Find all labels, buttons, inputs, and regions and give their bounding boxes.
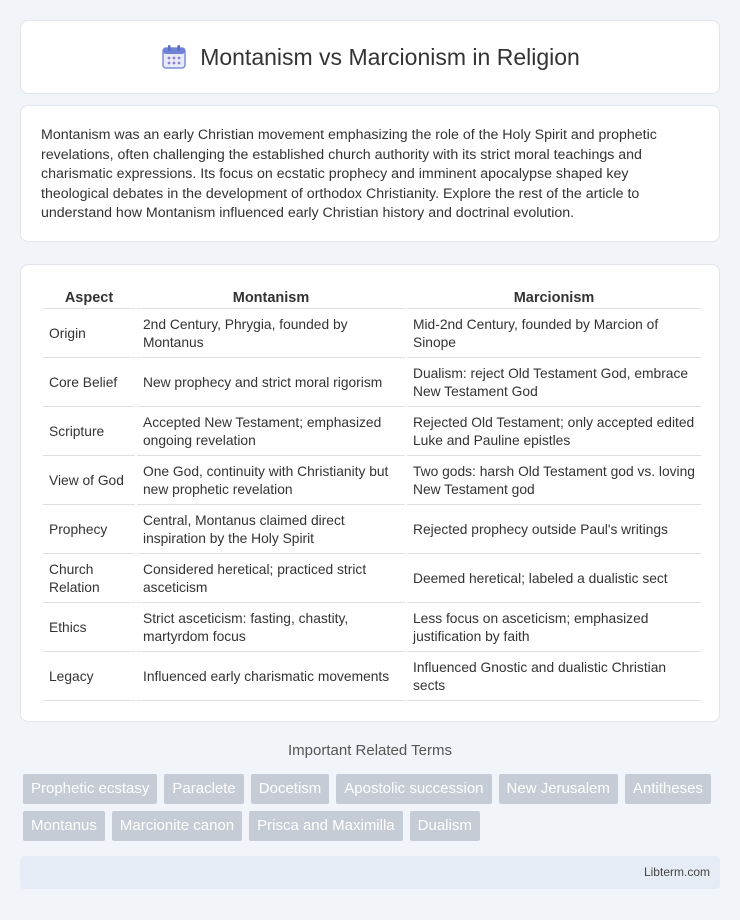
row-montanism: One God, continuity with Christianity but new prophetic revelation: [137, 458, 405, 505]
tag-antitheses[interactable]: Antitheses: [625, 774, 711, 804]
table-row: [43, 556, 701, 603]
tag-apostolic-succession[interactable]: Apostolic succession: [336, 774, 491, 804]
table-row: [43, 507, 701, 554]
footer-site-link[interactable]: Libterm.com: [643, 865, 710, 879]
row-aspect: View of God: [43, 458, 135, 505]
row-montanism: 2nd Century, Phrygia, founded by Montanus: [137, 311, 405, 358]
table-row: [43, 458, 701, 505]
header-marcionism: Marcionism: [407, 287, 701, 309]
row-montanism: Central, Montanus claimed direct inspiration by the Holy Spirit: [137, 507, 405, 554]
header-montanism: Montanism: [137, 287, 405, 309]
row-marcionism: Rejected prophecy outside Paul's writings: [407, 507, 701, 554]
table-header-row: [43, 287, 701, 309]
row-aspect: Prophecy: [43, 507, 135, 554]
row-montanism: Influenced early charismatic movements: [137, 654, 405, 701]
header-aspect: Aspect: [43, 287, 135, 309]
row-montanism: Considered heretical; practiced strict asceticism: [137, 556, 405, 603]
tag-prophetic-ecstasy[interactable]: Prophetic ecstasy: [23, 774, 157, 804]
table-row: [43, 409, 701, 456]
row-marcionism: Influenced Gnostic and dualistic Christian sects: [407, 654, 701, 701]
table-row: [43, 654, 701, 701]
row-montanism: New prophecy and strict moral rigorism: [137, 360, 405, 407]
comparison-table: [41, 285, 703, 703]
page-header: [20, 20, 720, 94]
table-row: [43, 605, 701, 652]
row-marcionism: Dualism: reject Old Testament God, embrace New Testament God: [407, 360, 701, 407]
intro-section: [20, 105, 720, 242]
intro-text: Montanism was an early Christian movement emphasizing the role of the Holy Spirit and prophetic revelations, often challenging the established church authority with its strict moral teachings and charismatic expressions. Its focus on ecstatic prophecy and imminent apocalypse shaped key theological debates in the development of orthodox Christianity. Explore the rest of the article to understand how Montanism influenced early Christian history and doctrinal evolution.: [41, 127, 657, 221]
calendar-icon: [160, 43, 188, 71]
table-row: [43, 360, 701, 407]
row-aspect: Ethics: [43, 605, 135, 652]
row-aspect: Scripture: [43, 409, 135, 456]
tag-new-jerusalem[interactable]: New Jerusalem: [499, 774, 618, 804]
row-aspect: Church Relation: [43, 556, 135, 603]
related-terms-title: Important Related Terms: [288, 742, 452, 759]
tag-marcionite-canon[interactable]: Marcionite canon: [112, 811, 242, 841]
tag-montanus[interactable]: Montanus: [23, 811, 105, 841]
row-marcionism: Deemed heretical; labeled a dualistic sect: [407, 556, 701, 603]
table-row: [43, 311, 701, 358]
tag-prisca-and-maximilla[interactable]: Prisca and Maximilla: [249, 811, 403, 841]
page-title: Montanism vs Marcionism in Religion: [200, 43, 580, 70]
row-aspect: Origin: [43, 311, 135, 358]
tag-dualism[interactable]: Dualism: [410, 811, 480, 841]
row-marcionism: Two gods: harsh Old Testament god vs. loving New Testament god: [407, 458, 701, 505]
row-montanism: Accepted New Testament; emphasized ongoing revelation: [137, 409, 405, 456]
row-aspect: Legacy: [43, 654, 135, 701]
row-marcionism: Rejected Old Testament; only accepted edited Luke and Pauline epistles: [407, 409, 701, 456]
tag-docetism[interactable]: Docetism: [251, 774, 330, 804]
row-marcionism: Less focus on asceticism; emphasized justification by faith: [407, 605, 701, 652]
tag-paraclete[interactable]: Paraclete: [164, 774, 243, 804]
related-terms-list: [23, 774, 723, 841]
footer: [20, 856, 720, 889]
comparison-table-card: [20, 264, 720, 722]
row-montanism: Strict asceticism: fasting, chastity, martyrdom focus: [137, 605, 405, 652]
row-aspect: Core Belief: [43, 360, 135, 407]
row-marcionism: Mid-2nd Century, founded by Marcion of Sinope: [407, 311, 701, 358]
